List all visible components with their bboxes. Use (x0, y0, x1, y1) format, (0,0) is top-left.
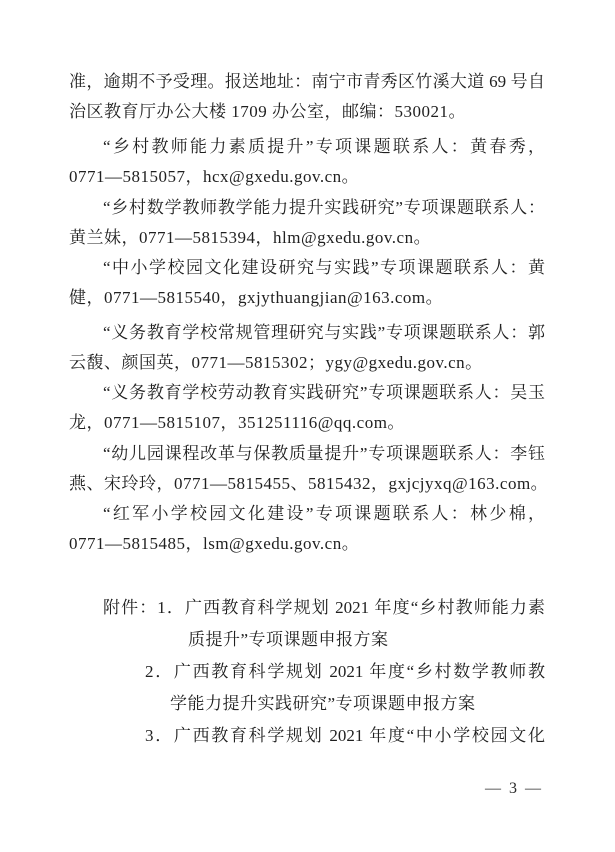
text-line: 云馥、颜国英，0771—5815302；ygy@gxedu.gov.cn。 (69, 353, 483, 372)
text-line: “幼儿园课程改革与保教质量提升”专项课题联系人：李钰 (103, 444, 545, 463)
text-line: 0771—5815057，hcx@gxedu.gov.cn。 (69, 167, 360, 186)
text-line: “中小学校园文化建设研究与实践”专项课题联系人：黄 (103, 258, 545, 277)
text-line: “乡村数学教师教学能力提升实践研究”专项课题联系人： (103, 198, 545, 217)
attachment-line: 2．广西教育科学规划 2021 年度“乡村数学教师教 (145, 662, 545, 681)
text-line: “义务教育学校劳动教育实践研究”专项课题联系人：吴玉 (103, 383, 545, 402)
attachment-line: 3．广西教育科学规划 2021 年度“中小学校园文化 (145, 726, 545, 745)
text-line: 健，0771—5815540，gxjythuangjian@163.com。 (69, 288, 444, 307)
text-line: 黄兰妹，0771—5815394，hlm@gxedu.gov.cn。 (69, 228, 432, 247)
text-line: 治区教育厅办公大楼 1709 办公室，邮编：530021。 (69, 102, 466, 121)
text-line: “义务教育学校常规管理研究与实践”专项课题联系人：郭 (103, 323, 545, 342)
attachment-line: 附件：1．广西教育科学规划 2021 年度“乡村教师能力素 (103, 598, 545, 617)
text-line: “红军小学校园文化建设”专项课题联系人：林少棉， (103, 504, 545, 523)
attachment-line: 学能力提升实践研究”专项课题申报方案 (170, 694, 476, 713)
text-line: 燕、宋玲玲，0771—5815455、5815432，gxjcjyxq@163.com。 (69, 474, 549, 493)
text-line: 0771—5815485，lsm@gxedu.gov.cn。 (69, 534, 360, 553)
attachment-line: 质提升”专项课题申报方案 (188, 630, 389, 649)
text-line: 准，逾期不予受理。报送地址：南宁市青秀区竹溪大道 69 号自 (69, 72, 545, 91)
text-line: 龙，0771—5815107，351251116@qq.com。 (69, 413, 405, 432)
page-number: — 3 — (485, 780, 543, 797)
text-line: “乡村教师能力素质提升”专项课题联系人：黄春秀， (103, 137, 545, 156)
